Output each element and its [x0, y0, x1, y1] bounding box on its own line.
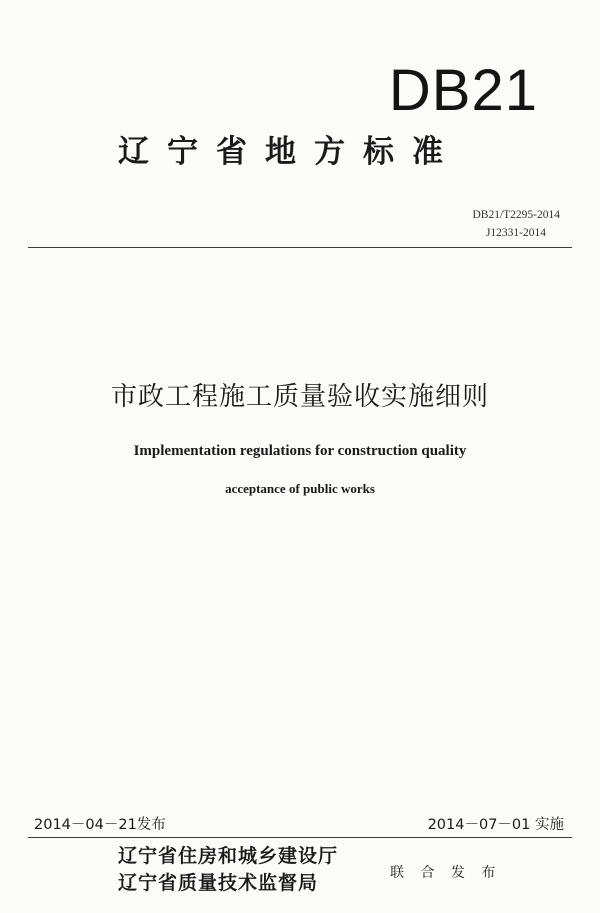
standard-code: DB21/T2295-2014 — [472, 209, 560, 221]
top-divider — [28, 247, 572, 248]
joint-issue-label: 联 合 发 布 — [390, 865, 502, 881]
issue-date: 2014－04－21发布 — [34, 817, 166, 833]
standard-type-heading: 辽宁省地方标准 — [118, 134, 461, 170]
implementation-date: 2014－07－01 实施 — [427, 817, 564, 833]
document-title-english-line1: Implementation regulations for construction quality — [133, 443, 467, 459]
document-title-english-line2: acceptance of public works — [225, 481, 375, 496]
issuer-housing-department: 辽宁省住房和城乡建设厅 — [118, 845, 339, 867]
bottom-divider — [28, 837, 572, 838]
document-title-chinese: 市政工程施工质量验收实施细则 — [110, 382, 489, 412]
issuer-quality-bureau: 辽宁省质量技术监督局 — [118, 872, 319, 894]
record-code: J12331-2014 — [485, 227, 546, 239]
standard-logo-db21: DB21 — [388, 58, 538, 123]
